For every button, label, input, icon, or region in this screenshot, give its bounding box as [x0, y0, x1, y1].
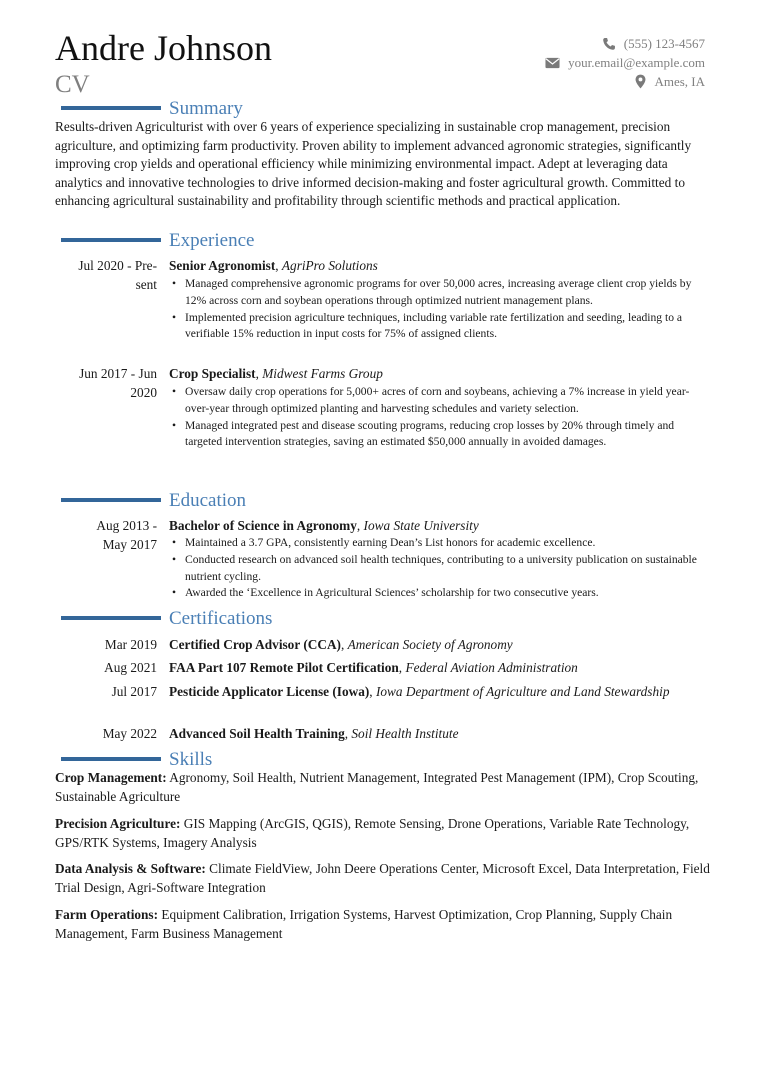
bullet-item: • Oversaw daily crop operations for 5,000+ acres of corn and soybeans, achieving a 7% increase in yield year-over-year through optimized planting and harvesting schedules and variety selection. — [169, 384, 699, 418]
summary-text: Results-driven Agriculturist with over 6 years of experience specializing in sustainable crop management, precision agriculture, and optimizing farm productivity. Proven ability to implement advanced agronomic strategies, significantly improving crop yields and operational efficiency while minimizing environmental impact. Adept at leveraging data analytics and innovative technologies to drive informed decision-making and foster agricultural growth. Committed to enhancing agricultural sustainability and profitability through scientific methods and practical application. — [55, 119, 692, 208]
entry-date: May 2022 — [102, 726, 157, 741]
section-title: Skills — [169, 749, 213, 770]
phone-number: (555) 123-4567 — [623, 36, 705, 51]
skill-list: Climate FieldView, John Deere Operations Center, Microsoft Excel, Data Interpretation, Field Trial Design, Agri-Software Integration — [55, 861, 710, 895]
entry-date-line: May 2017 — [102, 537, 157, 552]
email-address[interactable]: your.email@example.com — [568, 55, 705, 70]
phone-icon — [602, 37, 616, 51]
contact-email — [545, 53, 705, 72]
degree-title: Bachelor of Science in Agronomy — [169, 518, 357, 533]
entry-date-line: Jun 2017 - Jun — [79, 366, 157, 381]
entry-heading: Advanced Soil Health Training, Soil Health Institute — [169, 726, 459, 741]
skill-list: Equipment Calibration, Irrigation Systems, Harvest Optimization, Crop Planning, Supply Chain Management, Farm Business Management — [55, 907, 673, 941]
section-title: Certifications — [169, 608, 273, 629]
skill-group — [55, 905, 710, 943]
entry-heading: Pesticide Applicator License (Iowa), Iowa Department of Agriculture and Land Stewardship — [169, 684, 670, 699]
contact-location — [545, 72, 705, 91]
section-education-heading — [0, 489, 760, 513]
bullet-item: • Conducted research on advanced soil health techniques, contributing to a university publication on sustainable nutrient cycling. — [169, 552, 699, 586]
certification-title: Pesticide Applicator License (Iowa) — [169, 684, 370, 699]
section-rule — [61, 616, 161, 620]
employer-name: AgriPro Solutions — [281, 258, 378, 273]
skill-group — [55, 859, 710, 897]
bullet-item: • Implemented precision agriculture techniques, including variable rate fertilization and seeding, leading to a verifiable 15% reduction in input costs for 75% of assigned clients. — [169, 310, 699, 344]
skill-category: Data Analysis & Software: — [55, 861, 206, 876]
person-name: Andre Johnson — [55, 28, 272, 68]
entry-date: Aug 2021 — [104, 660, 157, 675]
entry-heading: Crop Specialist, Midwest Farms Group — [169, 366, 383, 381]
issuer-name: American Society of Agronomy — [347, 637, 513, 652]
bullet-item: • Maintained a 3.7 GPA, consistently earning Dean’s List honors for academic excellence. — [169, 535, 699, 552]
issuer-name: Iowa Department of Agriculture and Land Stewardship — [375, 684, 670, 699]
entry-date: Jul 2017 — [111, 684, 157, 699]
entry-date-line: Aug 2013 - — [96, 518, 157, 533]
envelope-icon — [545, 57, 560, 69]
entry-heading: Bachelor of Science in Agronomy, Iowa State University — [169, 518, 479, 533]
bullet-item: • Managed integrated pest and disease scouting programs, reducing crop losses by 20% through timely and targeted intervention strategies, saving an estimated $50,000 annually in avoided damages. — [169, 418, 699, 452]
skill-list: Agronomy, Soil Health, Nutrient Management, Integrated Pest Management (IPM), Crop Scouting, Sustainable Agriculture — [55, 770, 699, 804]
bullet-item: • Awarded the ‘Excellence in Agricultural Sciences’ scholarship for two consecutive years. — [169, 585, 699, 602]
bullet-item: • Managed comprehensive agronomic programs for over 50,000 acres, increasing average client crop yields by 12% across corn and soybean operations through optimized nutrient management plans. — [169, 276, 699, 310]
entry-date-line: 2020 — [130, 385, 157, 400]
section-title: Summary — [169, 98, 243, 119]
certification-title: Advanced Soil Health Training — [169, 726, 345, 741]
job-title: Senior Agronomist — [169, 258, 276, 273]
section-rule — [61, 498, 161, 502]
skill-list: GIS Mapping (ArcGIS, QGIS), Remote Sensing, Drone Operations, Variable Rate Technology, GPS/RTK Systems, Imagery Analysis — [55, 816, 690, 850]
entry-heading: Senior Agronomist, AgriPro Solutions — [169, 258, 378, 273]
entry-date: Mar 2019 — [104, 637, 157, 652]
map-marker-icon — [635, 74, 646, 89]
institution-name: Iowa State University — [363, 518, 479, 533]
entry-date — [55, 364, 157, 402]
section-rule — [61, 106, 161, 110]
entry-date — [55, 256, 157, 294]
skill-category: Farm Operations: — [55, 907, 159, 922]
skill-category: Crop Management: — [55, 770, 167, 785]
section-certifications-heading — [0, 607, 760, 631]
entry-bullets — [169, 535, 699, 602]
entry-date — [55, 516, 157, 554]
document-subtitle: CV — [55, 71, 90, 98]
employer-name: Midwest Farms Group — [262, 366, 383, 381]
certification-title: FAA Part 107 Remote Pilot Certification — [169, 660, 399, 675]
skill-category: Precision Agriculture: — [55, 816, 181, 831]
job-title: Crop Specialist — [169, 366, 256, 381]
location-text: Ames, IA — [654, 74, 705, 89]
contact-phone — [545, 34, 705, 53]
entry-heading: FAA Part 107 Remote Pilot Certification, Federal Aviation Administration — [169, 660, 578, 675]
section-rule — [61, 757, 161, 761]
section-experience-heading — [0, 229, 760, 253]
contact-block — [545, 34, 705, 91]
skill-group — [55, 814, 710, 852]
entry-heading: Certified Crop Advisor (CCA), American Society of Agronomy — [169, 637, 513, 652]
section-title: Education — [169, 490, 247, 511]
certification-title: Certified Crop Advisor (CCA) — [169, 637, 341, 652]
entry-bullets — [169, 276, 699, 343]
section-title: Experience — [169, 230, 255, 251]
entry-date-line: sent — [135, 277, 157, 292]
entry-bullets — [169, 384, 699, 451]
issuer-name: Federal Aviation Administration — [405, 660, 578, 675]
entry-date-line: Jul 2020 - Pre- — [78, 258, 157, 273]
skill-group — [55, 768, 710, 806]
section-rule — [61, 238, 161, 242]
issuer-name: Soil Health Institute — [351, 726, 459, 741]
